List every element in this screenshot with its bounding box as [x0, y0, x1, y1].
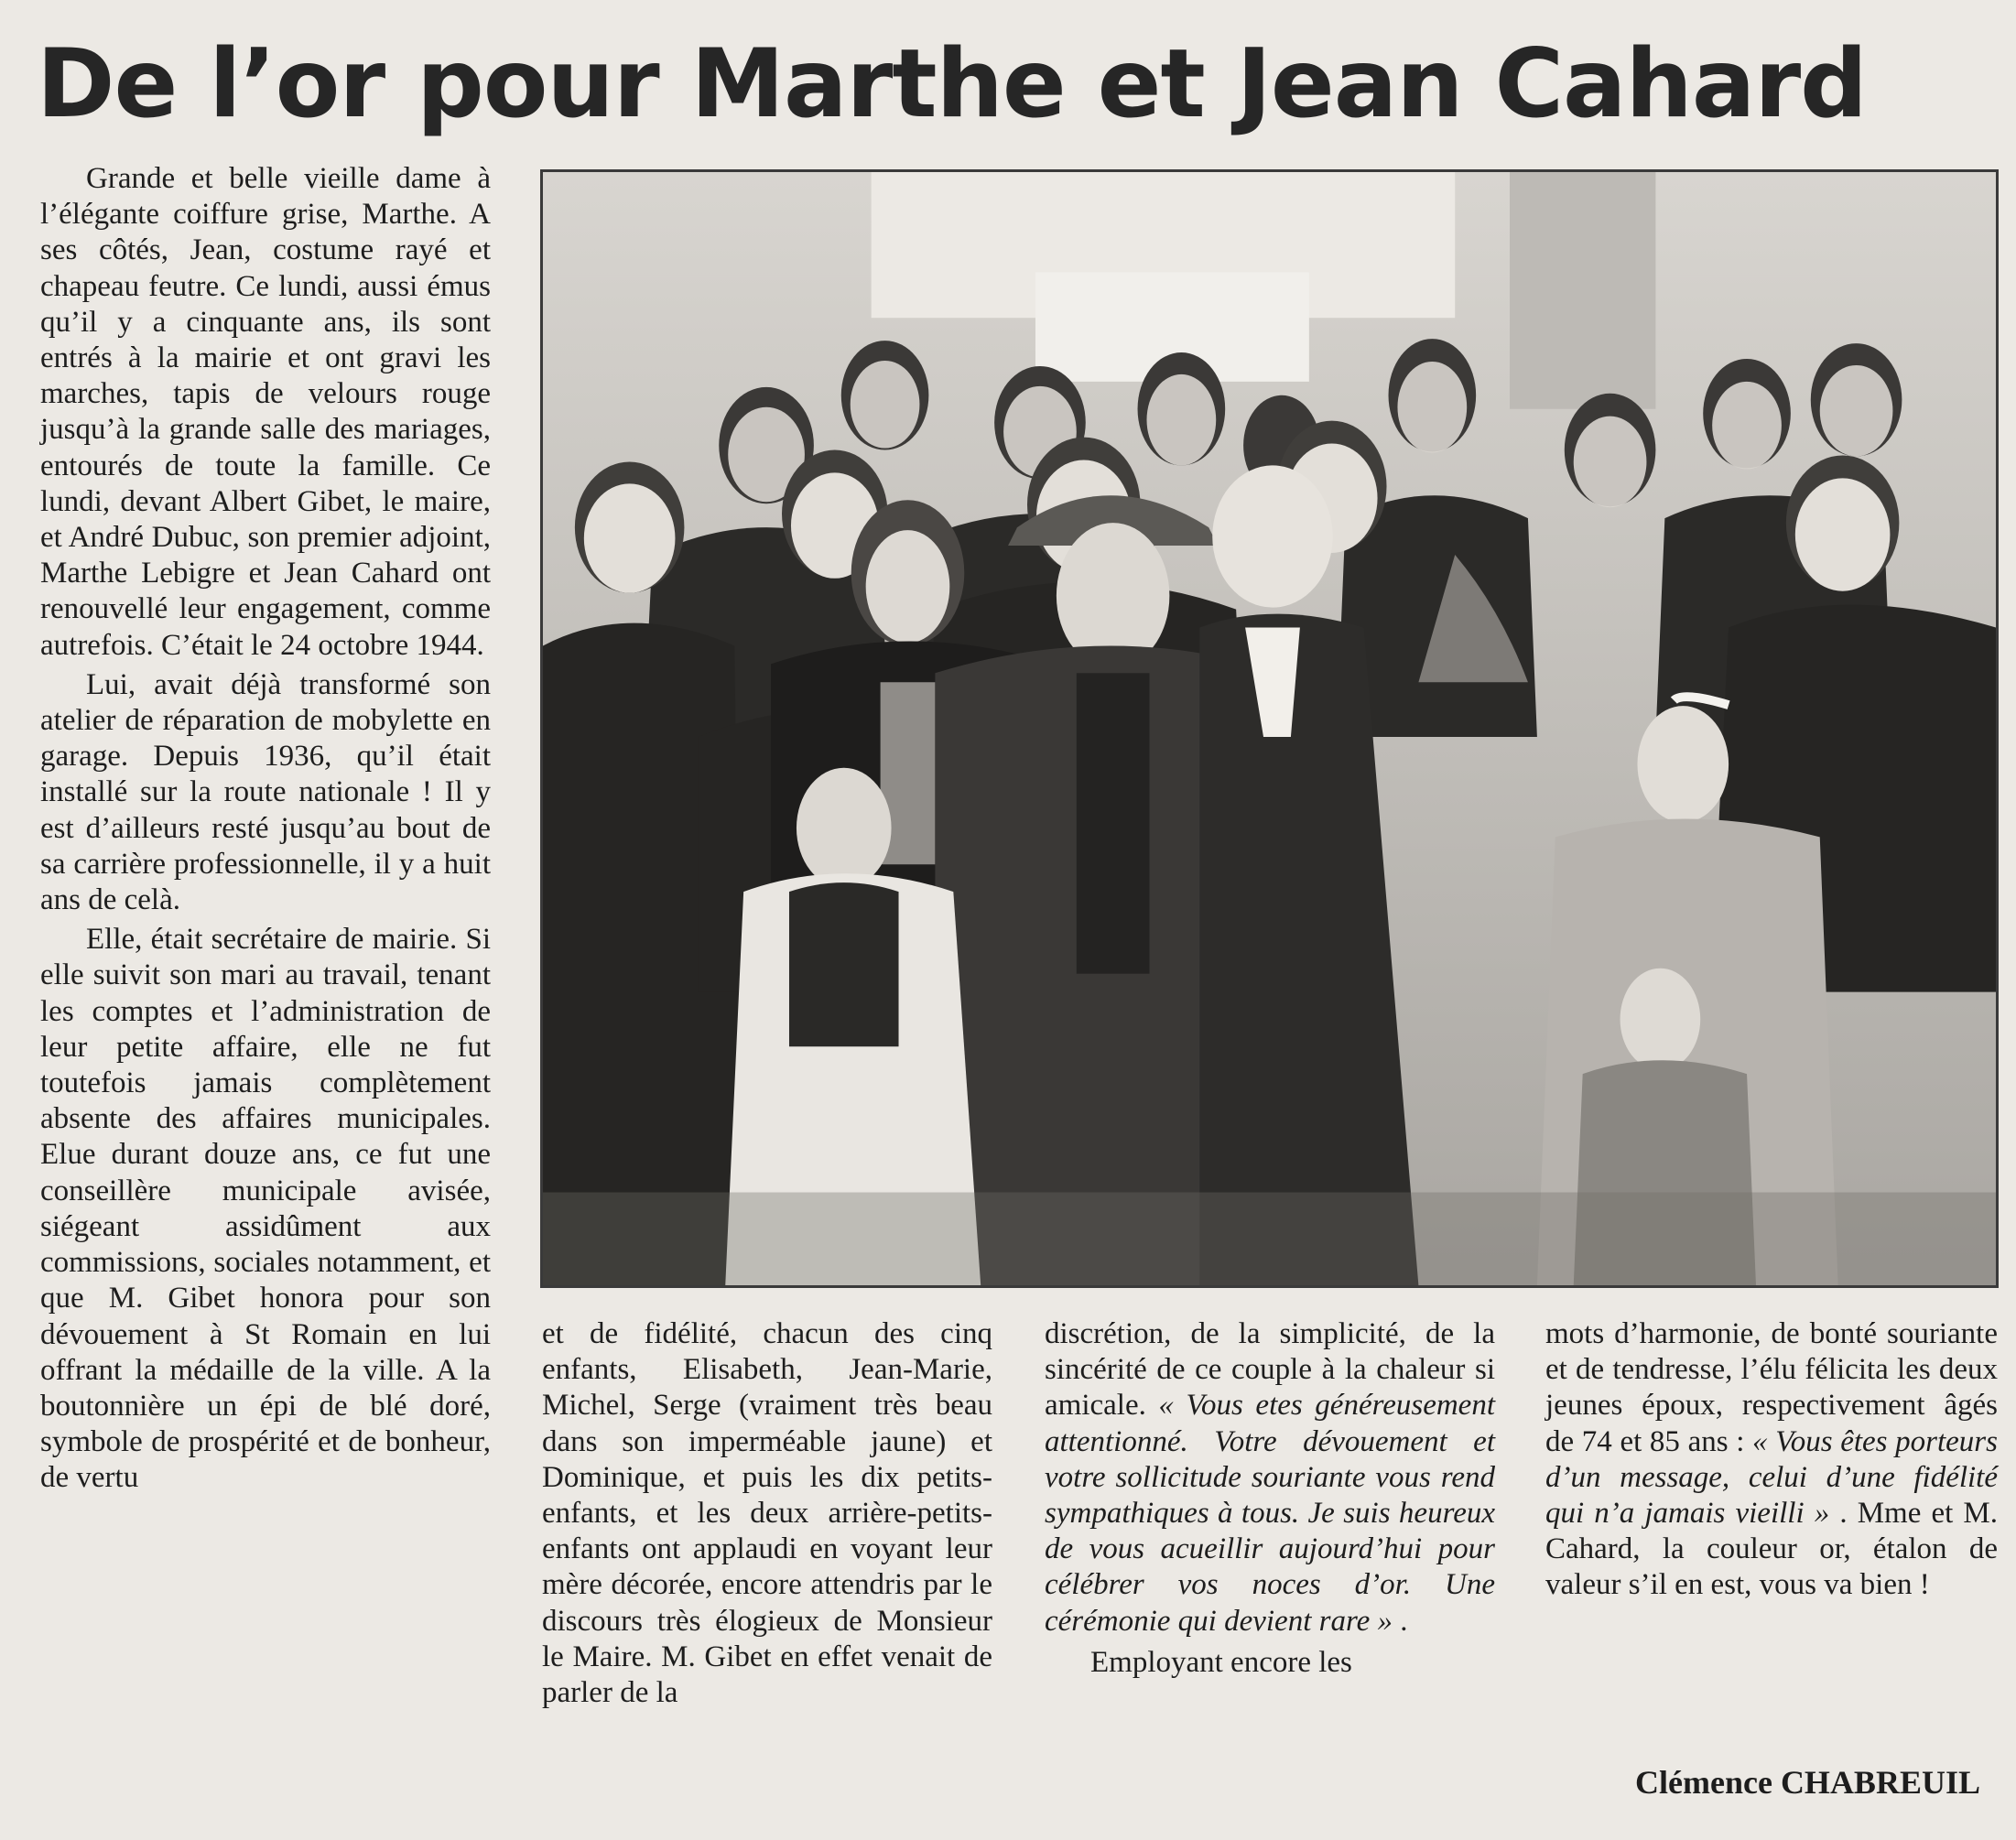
article-column-3: [1045, 1316, 1495, 1681]
article-column-1: [40, 161, 491, 1497]
paragraph: [1045, 1316, 1495, 1640]
paragraph-text: discrétion, de la simplicité, de la sincérité de ce couple à la chaleur si amicale.: [1045, 1317, 1495, 1423]
paragraph: Grande et belle vieille dame à l’élégante coiffure grise, Marthe. A ses côtés, Jean, costume rayé et chapeau feutre. Ce lundi, aussi émus qu’il y a cinquante ans, ils sont entrés à la mairie et ont gravi les marches, tapis de velours rouge jusqu’à la grande salle des mariages, entourés de toute la famille. Ce lundi, devant Albert Gibet, le maire, et André Dubuc, son premier adjoint, Marthe Lebigre et Jean Cahard ont renouvellé leur engagement, comme autrefois. C’était le 24 octobre 1944.: [40, 162, 491, 662]
paragraph-end: .: [1392, 1604, 1408, 1638]
headline: De l’or pour Marthe et Jean Cahard: [37, 29, 1867, 139]
paragraph: Lui, avait déjà transformé son atelier de réparation de mobylette en garage. Depuis 1936, qu’il était installé sur la route nationale ! Il y est d’ailleurs resté jusqu’au bout de sa carrière professionnelle, il y a huit ans de celà.: [40, 667, 491, 917]
group-photo: [540, 169, 1999, 1288]
article-column-2: [542, 1316, 992, 1711]
paragraph: [1545, 1316, 1998, 1604]
paragraph-text: mots d’harmonie, de bonté souriante et de tendresse, l’élu félicita les deux jeunes époux, respectivement âgés de 74 et 85 ans :: [1545, 1317, 1998, 1458]
author-signature: [1635, 1763, 1980, 1802]
mayor-quote: « Vous êtes porteurs d’un message, celui d’une fidélité qui n’a jamais vieilli »: [1545, 1424, 1998, 1531]
article-column-4: [1545, 1316, 1998, 1604]
mayor-quote: « Vous etes généreusement attentionné. Votre dévouement et votre sollicitude souriante vous rend sympathiques à tous. Je suis heureux de vous acueillir aujourd’hui pour célébrer vos noces d’or. Une cérémonie qui devient rare »: [1045, 1389, 1495, 1638]
author-last-name: CHABREUIL: [1780, 1764, 1980, 1801]
paragraph: Elle, était secrétaire de mairie. Si elle suivit son mari au travail, tenant les comptes et l’administration de leur petite affaire, elle ne fut toutefois jamais complètement absente des affaires municipales. Elue durant douze ans, ce fut une conseillère municipale avisée, siégeant assidûment aux commissions, sociales notamment, et que M. Gibet honora pour son dévouement à St Romain en lui offrant la médaille de la ville. A la boutonnière un épi de blé doré, symbole de prospérité et de bonheur, de vertu: [40, 923, 491, 1495]
paragraph-end: . Mme et M. Cahard, la couleur or, étalon de valeur s’il en est, vous va bien !: [1545, 1497, 1998, 1602]
group-photo-illustration: [543, 172, 1996, 1285]
paragraph: Employant encore les: [1090, 1645, 1352, 1679]
author-first-name: Clémence: [1635, 1764, 1772, 1801]
paragraph: et de fidélité, chacun des cinq enfants, Elisabeth, Jean-Marie, Michel, Serge (vraiment très beau dans son imperméable jaune) et Dominique, et puis les dix petits-enfants, et les deux arrière-petits-enfants ont applaudi en voyant leur mère décorée, encore attendris par le discours très élogieux de Monsieur le Maire. M. Gibet en effet venait de parler de la: [542, 1317, 992, 1710]
